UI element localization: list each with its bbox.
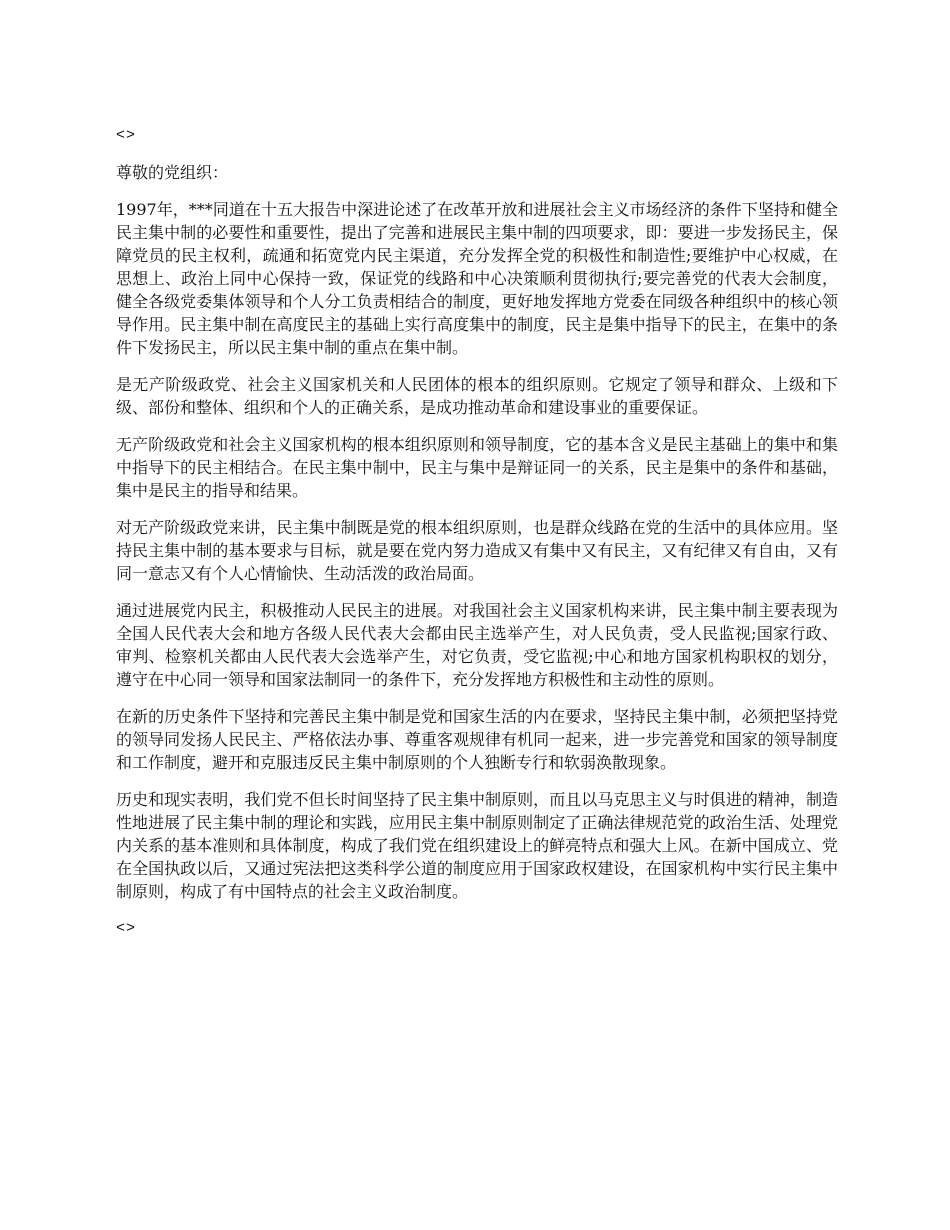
paragraph: 对无产阶级政党来讲，民主集中制既是党的根本组织原则，也是群众线路在党的生活中的具体应用。坚持民主集中制的基本要求与目标，就是要在党内努力造成又有集中又有民主，又有纪律又有自由，又有同一意志又有个人心情愉快、生动活泼的政治局面。: [116, 518, 838, 583]
paragraph: 是无产阶级政党、社会主义国家机关和人民团体的根本的组织原则。它规定了领导和群众、上级和下级、部份和整体、组织和个人的正确关系，是成功推动革命和建设事业的重要保证。: [116, 375, 838, 417]
paragraph: 通过进展党内民主，积极推动人民民主的进展。对我国社会主义国家机构来讲，民主集中制主要表现为全国人民代表大会和地方各级人民代表大会都由民主选举产生，对人民负责，受人民监视;国家行政、审判、检察机关都由人民代表大会选举产生，对它负责，受它监视;中心和地方国家机构职权的划分，遵守在中心同一领导和国家法制同一的条件下，充分发挥地方积极性和主动性的原则。: [116, 601, 838, 689]
salutation: 尊敬的党组织：: [116, 163, 229, 182]
paragraph: 1997年，***同道在十五大报告中深进论述了在改革开放和进展社会主义市场经济的条件下坚持和健全民主集中制的必要性和重要性，提出了完善和进展民主集中制的四项要求，即：要进一步发扬民主，保障党员的民主权利，疏通和拓宽党内民主渠道，充分发挥全党的积极性和制造性;要维护中心权威，在思想上、政治上同中心保持一致，保证党的线路和中心决策顺利贯彻执行;要完善党的代表大会制度，健全各级党委集体领导和个人分工负责相结合的制度，更好地发挥地方党委在同级各种组织中的核心领导作用。民主集中制在高度民主的基础上实行高度集中的制度，民主是集中指导下的民主，在集中的条件下发扬民主，所以民主集中制的重点在集中制。: [116, 200, 838, 357]
top-marker: <>: [116, 127, 137, 144]
document-page: [116, 124, 838, 954]
bottom-marker: <>: [116, 920, 137, 937]
paragraph: 在新的历史条件下坚持和完善民主集中制是党和国家生活的内在要求，坚持民主集中制，必须把坚持党的领导同发扬人民民主、严格依法办事、尊重客观规律有机同一起来，进一步完善党和国家的领导制度和工作制度，避开和克服违反民主集中制原则的个人独断专行和软弱涣散现象。: [116, 707, 838, 772]
paragraph: 无产阶级政党和社会主义国家机构的根本组织原则和领导制度，它的基本含义是民主基础上的集中和集中指导下的民主相结合。在民主集中制中，民主与集中是辩证同一的关系，民主是集中的条件和基础，集中是民主的指导和结果。: [116, 435, 838, 500]
paragraph: 历史和现实表明，我们党不但长时间坚持了民主集中制原则，而且以马克思主义与时俱进的精神，制造性地进展了民主集中制的理论和实践，应用民主集中制原则制定了正确法律规范党的政治生活、处理党内关系的基本准则和具体制度，构成了我们党在组织建设上的鲜亮特点和强大上风。在新中国成立、党在全国执政以后，又通过宪法把这类科学公道的制度应用于国家政权建设，在国家机构中实行民主集中制原则，构成了有中国特点的社会主义政治制度。: [116, 790, 838, 901]
